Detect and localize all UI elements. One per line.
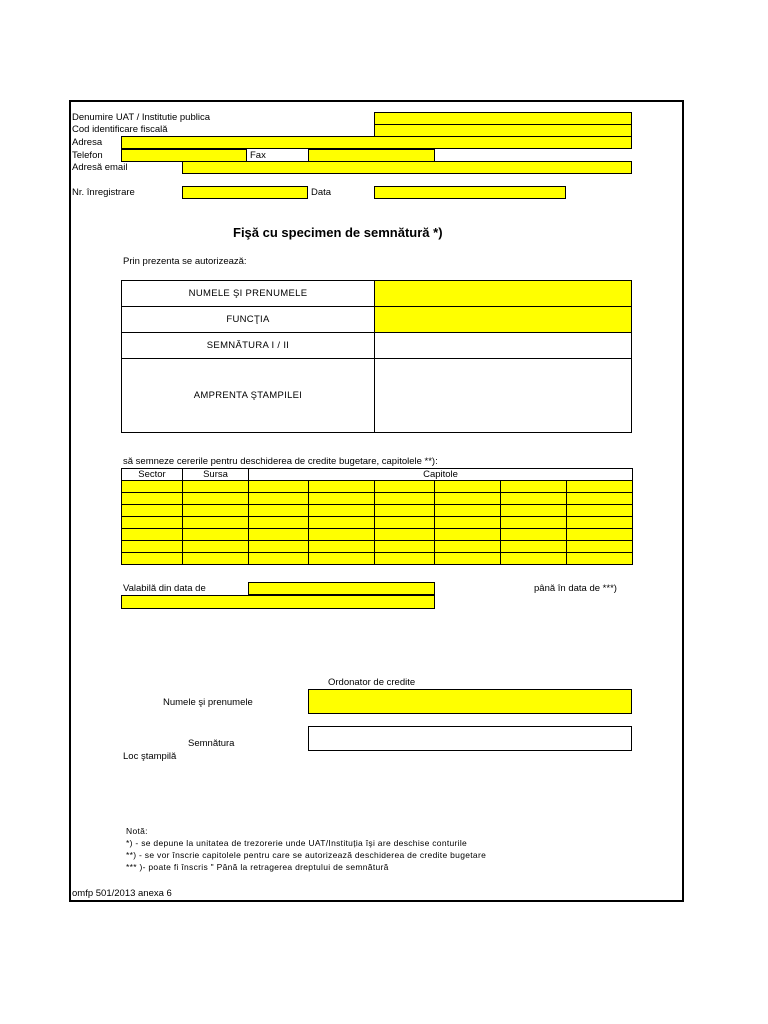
table-cell[interactable]	[567, 481, 633, 493]
table-cell[interactable]	[183, 505, 249, 517]
table-cell[interactable]	[435, 541, 501, 553]
table-cell[interactable]	[249, 517, 309, 529]
col-sector: Sector	[122, 469, 183, 481]
table-cell[interactable]	[435, 493, 501, 505]
table-cell[interactable]	[183, 481, 249, 493]
table-cell[interactable]	[501, 517, 567, 529]
table-cell[interactable]	[309, 517, 375, 529]
table-row	[122, 505, 633, 517]
name-field[interactable]	[375, 281, 632, 307]
cif-label: Cod identificare fiscală	[72, 124, 168, 135]
valid-until-label: până în data de ***)	[534, 583, 617, 594]
table-cell[interactable]	[249, 553, 309, 565]
table-cell[interactable]	[122, 541, 183, 553]
table-cell[interactable]	[309, 541, 375, 553]
table-cell[interactable]	[309, 553, 375, 565]
table-cell[interactable]	[567, 517, 633, 529]
address-label: Adresa	[72, 137, 103, 148]
table-cell[interactable]	[375, 541, 435, 553]
table-cell[interactable]	[249, 541, 309, 553]
table-cell[interactable]	[122, 493, 183, 505]
stamp-place-label: Loc ştampilă	[123, 751, 177, 762]
table-cell[interactable]	[501, 541, 567, 553]
table-cell[interactable]	[375, 529, 435, 541]
table-cell[interactable]	[122, 505, 183, 517]
table-cell[interactable]	[567, 553, 633, 565]
valid-from-label: Valabilă din data de	[123, 583, 206, 594]
table-cell[interactable]	[183, 493, 249, 505]
table-cell[interactable]	[183, 553, 249, 565]
uat-label: Denumire UAT / Institutie publica	[72, 112, 210, 123]
ordonator-name-field[interactable]	[308, 689, 632, 714]
table-cell[interactable]	[375, 493, 435, 505]
table-cell[interactable]	[567, 529, 633, 541]
function-label: FUNCŢIA	[122, 307, 375, 333]
ordonator-name-label: Numele şi prenumele	[163, 697, 253, 708]
form-title: Fişă cu specimen de semnătură *)	[233, 225, 443, 240]
stamp-label: AMPRENTA ŞTAMPILEI	[122, 359, 375, 433]
fax-label: Fax	[250, 150, 266, 161]
note-3: *** )- poate fi înscris " Până la retragerea dreptului de semnătură	[126, 862, 389, 872]
note-2: **) - se vor înscrie capitolele pentru care se autorizează deschiderea de credite bugetare	[126, 850, 487, 860]
table-cell[interactable]	[435, 481, 501, 493]
email-field[interactable]	[182, 161, 632, 174]
registration-label: Nr. înregistrare	[72, 187, 135, 198]
table-cell[interactable]	[122, 481, 183, 493]
table-cell[interactable]	[309, 529, 375, 541]
address-field[interactable]	[121, 136, 632, 149]
table-cell[interactable]	[501, 493, 567, 505]
table-row	[122, 493, 633, 505]
table-row	[122, 541, 633, 553]
date-field[interactable]	[374, 186, 566, 199]
table-cell[interactable]	[501, 553, 567, 565]
note-heading: Notă:	[126, 826, 148, 836]
valid-until-field[interactable]	[121, 595, 435, 609]
valid-from-field[interactable]	[248, 582, 435, 595]
table-cell[interactable]	[375, 517, 435, 529]
email-label: Adresă email	[72, 162, 128, 173]
ordonator-signature-label: Semnătura	[188, 738, 235, 749]
table-cell[interactable]	[249, 481, 309, 493]
table-cell[interactable]	[435, 529, 501, 541]
table-cell[interactable]	[375, 505, 435, 517]
table-row	[122, 553, 633, 565]
table-cell[interactable]	[567, 493, 633, 505]
table-cell[interactable]	[435, 505, 501, 517]
table-cell[interactable]	[501, 481, 567, 493]
table-row	[122, 481, 633, 493]
table-cell[interactable]	[435, 517, 501, 529]
table-cell[interactable]	[501, 505, 567, 517]
name-label: NUMELE ŞI PRENUMELE	[122, 281, 375, 307]
table-cell[interactable]	[309, 481, 375, 493]
signature-field[interactable]	[375, 333, 632, 359]
footer-reference: omfp 501/2013 anexa 6	[72, 888, 172, 899]
col-chapters: Capitole	[249, 469, 633, 481]
ordonator-heading: Ordonator de credite	[328, 677, 416, 688]
table-cell[interactable]	[375, 481, 435, 493]
chapters-intro: să semneze cererile pentru deschiderea de credite bugetare, capitolele **):	[123, 456, 438, 467]
registration-field[interactable]	[182, 186, 308, 199]
ordonator-signature-field[interactable]	[308, 726, 632, 751]
table-cell[interactable]	[122, 517, 183, 529]
col-source: Sursa	[183, 469, 249, 481]
table-cell[interactable]	[249, 529, 309, 541]
intro-text: Prin prezenta se autorizează:	[123, 256, 247, 267]
function-field[interactable]	[375, 307, 632, 333]
chapters-table	[121, 468, 633, 565]
table-cell[interactable]	[183, 541, 249, 553]
table-cell[interactable]	[567, 505, 633, 517]
table-cell[interactable]	[249, 505, 309, 517]
table-row	[122, 529, 633, 541]
stamp-field[interactable]	[375, 359, 632, 433]
note-1: *) - se depune la unitatea de trezorerie unde UAT/Instituția îşi are deschise conturile	[126, 838, 468, 848]
table-cell[interactable]	[501, 529, 567, 541]
table-cell[interactable]	[309, 505, 375, 517]
table-cell[interactable]	[122, 553, 183, 565]
table-cell[interactable]	[567, 541, 633, 553]
signature-table	[121, 280, 632, 433]
table-cell[interactable]	[249, 493, 309, 505]
date-label: Data	[311, 187, 332, 198]
table-cell[interactable]	[183, 517, 249, 529]
signature-label: SEMNĂTURA I / II	[122, 333, 375, 359]
table-cell[interactable]	[122, 529, 183, 541]
table-cell[interactable]	[309, 493, 375, 505]
table-cell[interactable]	[183, 529, 249, 541]
table-cell[interactable]	[375, 553, 435, 565]
table-cell[interactable]	[435, 553, 501, 565]
table-row	[122, 517, 633, 529]
phone-label: Telefon	[72, 150, 103, 161]
